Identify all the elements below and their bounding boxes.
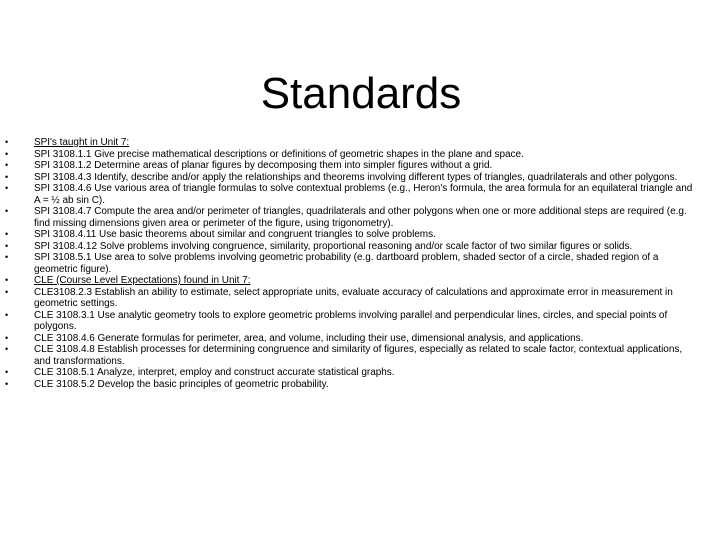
list-item	[5, 286, 694, 310]
list-item-text: CLE 3108.5.2 Develop the basic principles of geometric probability.	[34, 378, 329, 390]
bullet-icon: •	[5, 286, 9, 297]
list-item	[5, 229, 694, 241]
list-item	[5, 378, 694, 391]
list-item-text: SPI 3108.1.1 Give precise mathematical descriptions or definitions of geometric shapes in the plane and space.	[34, 148, 524, 160]
list-item-text: SPI 3108.4.3 Identify, describe and/or apply the relationships and theorems involving different types of triangles, quadrilaterals and other polygons.	[34, 171, 678, 183]
bullet-icon: •	[5, 171, 9, 182]
bullet-icon: •	[5, 309, 9, 320]
list-item-text: SPI 3108.4.12 Solve problems involving congruence, similarity, proportional reasoning and/or scale factor of two similar figures or solids.	[34, 240, 633, 252]
bullet-icon: •	[5, 378, 9, 389]
list-item-text: CLE (Course Level Expectations) found in Unit 7:	[34, 275, 251, 286]
bullet-icon: •	[5, 240, 9, 251]
list-item-text: SPI 3108.4.7 Compute the area and/or perimeter of triangles, quadrilaterals and other polygons when one or more additional steps are required (e.g. find missing dimensions given area or perimeter of the figure, using trigonometry).	[34, 206, 687, 229]
list-item-text: SPI's taught in Unit 7:	[34, 137, 130, 148]
slide-title-text: Standards	[260, 69, 462, 118]
bullet-icon: •	[5, 344, 9, 354]
list-item-text: SPI 3108.4.11 Use basic theorems about similar and congruent triangles to solve problems.	[34, 229, 436, 240]
list-item	[5, 367, 694, 379]
list-item-text: CLE3108.2.3 Establish an ability to estimate, select appropriate units, evaluate accuracy of calculations and approximate error in measurement in geometric settings.	[34, 286, 673, 309]
list-item	[5, 206, 694, 229]
list-item-text: SPI 3108.4.6 Use various area of triangle formulas to solve contextual problems (e.g., Heron's formula, the area formula for an equilateral triangle and A = ½ ab sin C).	[34, 183, 693, 206]
bullet-icon: •	[5, 206, 9, 216]
list-item-text: CLE 3108.5.1 Analyze, interpret, employ and construct accurate statistical graphs.	[34, 367, 395, 378]
bullet-icon: •	[5, 148, 9, 159]
bullet-icon: •	[5, 183, 9, 193]
slide-title	[0, 64, 720, 124]
list-item	[5, 275, 694, 287]
list-item	[5, 309, 694, 333]
list-item	[5, 171, 694, 184]
list-item	[5, 148, 694, 161]
list-item	[5, 160, 694, 172]
bullet-icon: •	[5, 229, 9, 239]
list-item	[5, 240, 694, 253]
list-item-text: CLE 3108.3.1 Use analytic geometry tools to explore geometric problems involving parallel and perpendicular lines, circles, and special points of polygons.	[34, 309, 668, 332]
list-item-text: SPI 3108.5.1 Use area to solve problems involving geometric probability (e.g. dartboard problem, shaded sector of a circle, shaded region of a geometric figure).	[34, 252, 659, 275]
list-item-text: SPI 3108.1.2 Determine areas of planar figures by decomposing them into simpler figures without a grid.	[34, 160, 493, 171]
list-item	[5, 137, 694, 149]
list-item	[5, 252, 694, 275]
bullet-icon: •	[5, 275, 9, 285]
standards-list	[5, 137, 694, 390]
list-item	[5, 332, 694, 345]
bullet-icon: •	[5, 137, 9, 147]
bullet-icon: •	[5, 367, 9, 377]
bullet-icon: •	[5, 160, 9, 170]
bullet-icon: •	[5, 252, 9, 262]
list-item	[5, 183, 694, 206]
list-item-text: CLE 3108.4.6 Generate formulas for perimeter, area, and volume, including their use, dimensional analysis, and applications.	[34, 332, 584, 344]
list-item-text: CLE 3108.4.8 Establish processes for determining congruence and similarity of figures, especially as related to scale factor, contextual applications, and transformations.	[34, 344, 683, 367]
bullet-icon: •	[5, 332, 9, 343]
list-item	[5, 344, 694, 367]
